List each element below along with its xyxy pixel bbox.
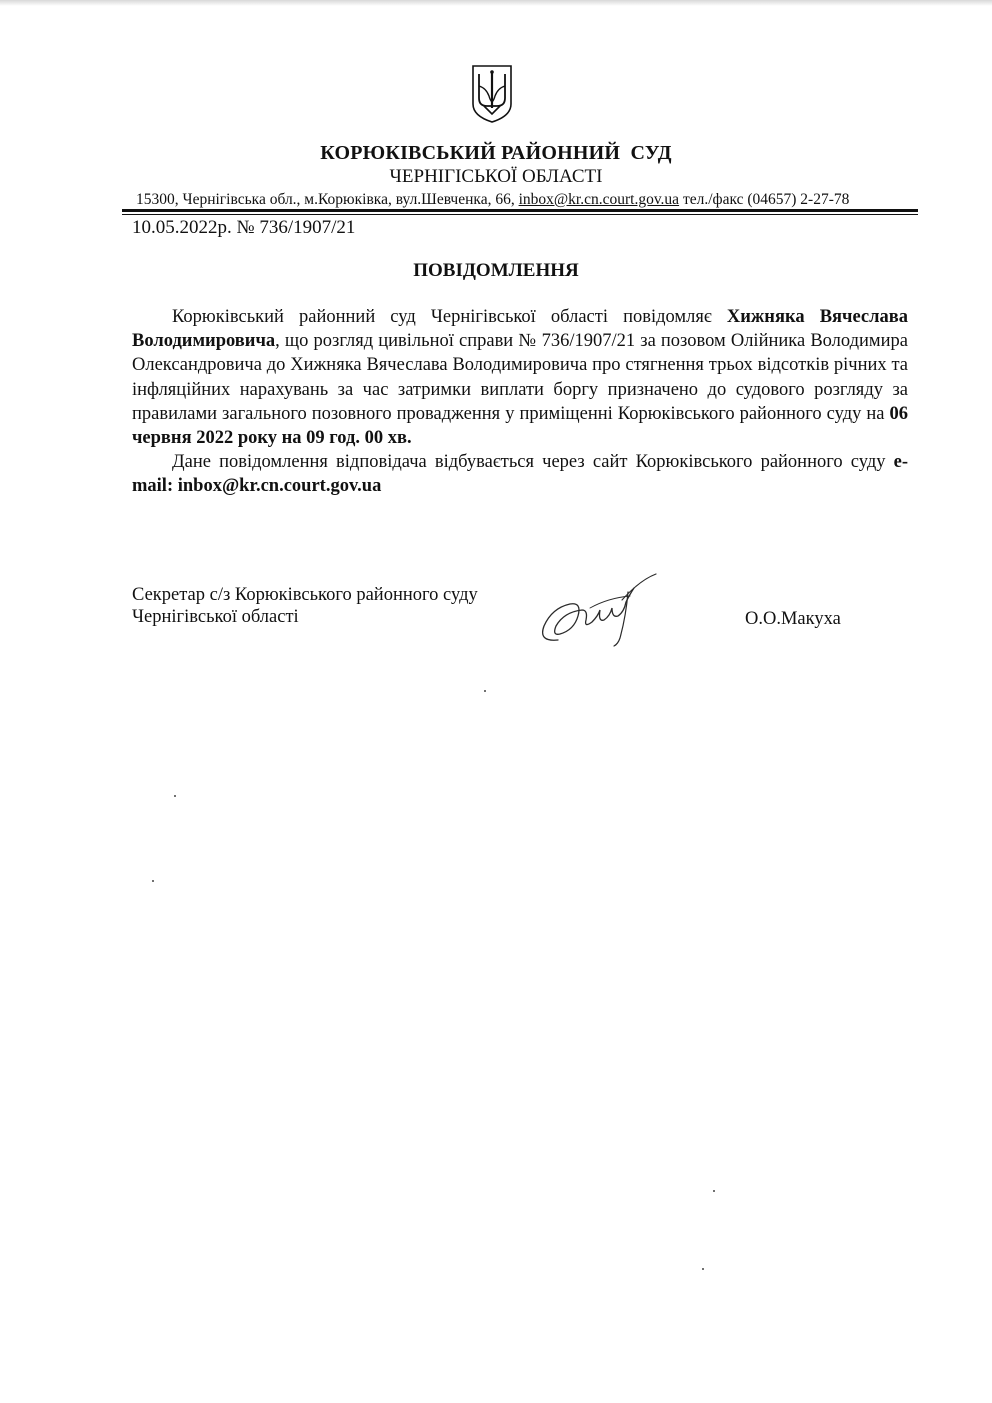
signer-position-line-2: Чернігівської області: [132, 607, 299, 627]
scan-speck: [152, 880, 154, 882]
case-description: , що розгляд цивільної справи № 736/1907/21 за позовом Олійника Володимира Олександровича до Хижняка Вячеслава Володимировича про стягнення трьох відсотків річних та інфляційних нарахувань за час затримки виплати боргу призначено до судового розгляду за правилами загального позовного провадження у приміщенні Корюківського районного суду на: [132, 331, 908, 424]
handwritten-signature-icon: [530, 568, 670, 658]
hearing-date: 06 червня 2022 року на 09 год. 00 хв.: [132, 403, 908, 449]
address-email: inbox@kr.cn.court.gov.ua: [518, 191, 680, 208]
scan-speck: [702, 1268, 704, 1270]
signer-position: [132, 584, 478, 628]
signer-name: О.О.Макуха: [745, 609, 841, 629]
notice-intro: Корюківський районний суд Чернігівської області повідомляє: [172, 307, 727, 327]
header-divider-thin: [122, 214, 918, 215]
trident-emblem-icon: [470, 64, 514, 124]
signer-position-line-1: Секретар с/з Корюківського районного суду: [132, 585, 478, 605]
scan-speck: [484, 690, 486, 692]
notice-paragraph-1: [132, 305, 908, 450]
notification-method: Дане повідомлення відповідача відбувається через сайт Корюківського районного суду: [172, 452, 894, 473]
court-region: ЧЕРНІГІСЬКОЇ ОБЛАСТІ: [389, 166, 603, 187]
defendant-name: Хижняка Вячеслава Володимировича: [132, 307, 908, 352]
notice-paragraph-2: [132, 450, 908, 498]
scan-edge-shadow: [0, 0, 992, 6]
court-name: КОРЮКІВСЬКИЙ РАЙОННИЙ СУД: [320, 142, 672, 164]
notice-body: [132, 305, 908, 499]
address-prefix: 15300, Чернігівська обл., м.Корюківка, вул.Шевченка, 66,: [136, 191, 519, 208]
address-phone: тел./факс (04657) 2-27-78: [679, 191, 850, 208]
document-reference: 10.05.2022р. № 736/1907/21: [132, 217, 356, 238]
court-address: [136, 191, 916, 209]
document-title: ПОВІДОМЛЕННЯ: [413, 260, 579, 281]
scan-speck: [713, 1190, 715, 1192]
header-divider-thick: [122, 209, 918, 212]
scan-speck: [174, 795, 176, 797]
court-email: e-mail: inbox@kr.cn.court.gov.ua: [132, 452, 908, 497]
